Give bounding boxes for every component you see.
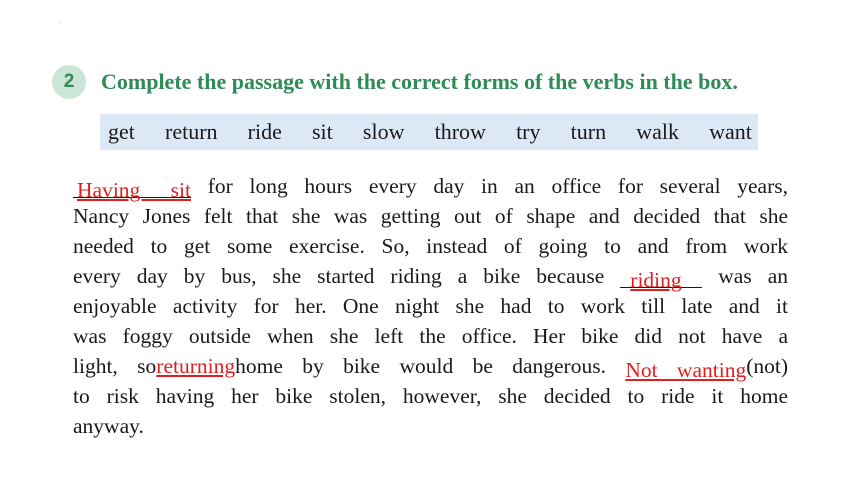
decorative-dot: · bbox=[59, 21, 61, 27]
passage-line: Nancy Jones felt that she was getting out of shape and decided that she bbox=[73, 204, 788, 228]
word-box-item: sit bbox=[312, 119, 333, 144]
passage-line: enjoyable activity for her. One night she had to work till late and it bbox=[73, 294, 788, 318]
passage bbox=[73, 171, 788, 441]
passage-line: anyway. bbox=[73, 414, 144, 438]
word-box-item: try bbox=[516, 119, 541, 144]
passage-line: to risk having her bike stolen, however, she decided to ride it home bbox=[73, 384, 788, 408]
answer-2: riding bbox=[630, 268, 682, 292]
word-box-item: get bbox=[108, 119, 135, 144]
exercise-instruction: Complete the passage with the correct forms of the verbs in the box. bbox=[101, 69, 738, 94]
exercise-number-badge: 2 bbox=[52, 65, 86, 99]
word-box-item: want bbox=[709, 119, 752, 144]
exercise-heading bbox=[52, 64, 738, 100]
answer-3: returning bbox=[156, 354, 236, 378]
answer-blank-1 bbox=[73, 171, 191, 201]
answer-1: Having sit bbox=[77, 178, 191, 202]
answer-blank-2 bbox=[620, 261, 702, 291]
word-box bbox=[100, 114, 758, 150]
word-box-item: return bbox=[165, 119, 218, 144]
answer-4: Not wanting bbox=[625, 358, 747, 382]
word-box-item: ride bbox=[247, 119, 282, 144]
passage-line: every day by bus, she started riding a bike because riding was an bbox=[73, 261, 788, 291]
passage-line: light, soreturninghome by bike would be dangerous. Not wanting(not) bbox=[73, 354, 788, 382]
word-box-item: slow bbox=[362, 119, 405, 144]
passage-line: was foggy outside when she left the office. Her bike did not have a bbox=[73, 324, 788, 348]
word-box-item: turn bbox=[570, 119, 607, 144]
word-box-item: throw bbox=[434, 119, 486, 144]
word-box-item: walk bbox=[636, 119, 679, 144]
passage-line: Having sit for long hours every day in an office for several years, bbox=[73, 171, 788, 201]
passage-line: needed to get some exercise. So, instead of going to and from work bbox=[73, 234, 788, 258]
